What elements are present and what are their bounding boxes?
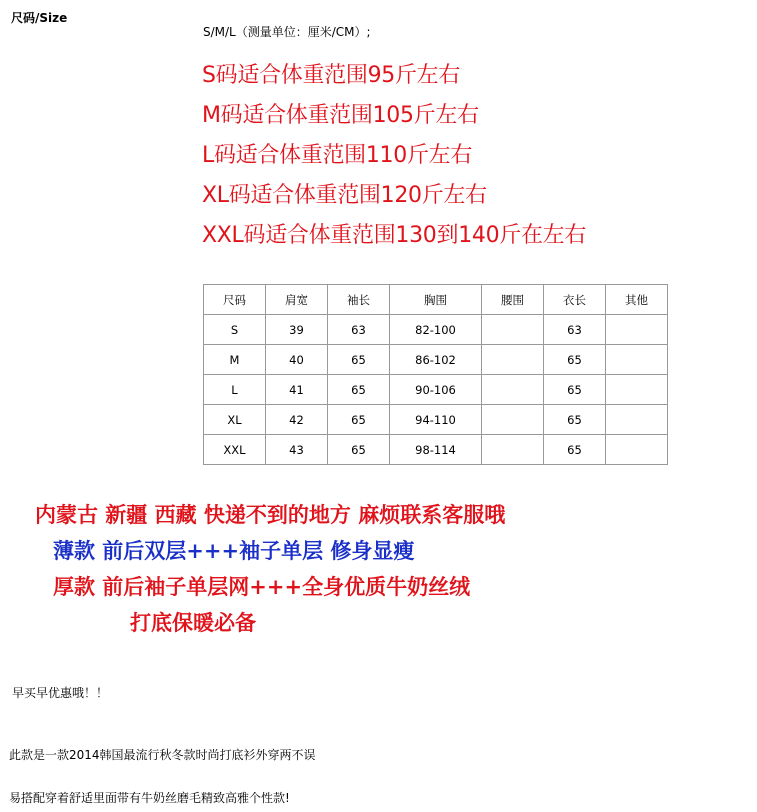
early-bird-note: 早买早优惠哦！！: [12, 686, 109, 700]
shipping-note: 内蒙古 新疆 西藏 快递不到的地方 麻烦联系客服哦: [35, 502, 506, 527]
cell-shoulder: 39: [266, 315, 328, 345]
cell-sleeve: 63: [328, 315, 390, 345]
table-row: [204, 345, 668, 375]
header-size: 尺码: [204, 285, 266, 315]
weight-line-l: L码适合体重范围110斤左右: [202, 143, 473, 168]
header-sleeve: 袖长: [328, 285, 390, 315]
cell-shoulder: 42: [266, 405, 328, 435]
cell-chest: 94-110: [390, 405, 482, 435]
cell-shoulder: 41: [266, 375, 328, 405]
cell-other: [606, 345, 668, 375]
cell-length: 65: [544, 375, 606, 405]
weight-line-s: S码适合体重范围95斤左右: [202, 63, 461, 88]
unit-note: S/M/L（测量单位：厘米/CM）;: [203, 25, 371, 39]
cell-size: S: [204, 315, 266, 345]
weight-line-xl: XL码适合体重范围120斤左右: [202, 183, 487, 208]
cell-length: 65: [544, 435, 606, 465]
cell-length: 63: [544, 315, 606, 345]
table-row: [204, 375, 668, 405]
cell-other: [606, 405, 668, 435]
description-line-1: 此款是一款2014韩国最流行秋冬款时尚打底衫外穿两不误: [9, 748, 316, 762]
cell-waist: [482, 405, 544, 435]
cell-shoulder: 43: [266, 435, 328, 465]
table-row: [204, 435, 668, 465]
cell-size: XXL: [204, 435, 266, 465]
cell-sleeve: 65: [328, 345, 390, 375]
cell-waist: [482, 375, 544, 405]
cell-size: L: [204, 375, 266, 405]
header-shoulder: 肩宽: [266, 285, 328, 315]
cell-waist: [482, 435, 544, 465]
table-row: [204, 315, 668, 345]
cell-other: [606, 315, 668, 345]
cell-chest: 90-106: [390, 375, 482, 405]
cell-chest: 98-114: [390, 435, 482, 465]
cell-waist: [482, 345, 544, 375]
weight-line-xxl: XXL码适合体重范围130到140斤在左右: [202, 223, 587, 248]
table-header-row: [204, 285, 668, 315]
description-line-2: 易搭配穿着舒适里面带有牛奶丝磨毛精致高雅个性款!: [9, 791, 290, 805]
cell-sleeve: 65: [328, 435, 390, 465]
header-waist: 腰围: [482, 285, 544, 315]
cell-length: 65: [544, 345, 606, 375]
base-layer-note: 打底保暖必备: [130, 610, 256, 635]
table-row: [204, 405, 668, 435]
cell-sleeve: 65: [328, 375, 390, 405]
cell-sleeve: 65: [328, 405, 390, 435]
cell-other: [606, 375, 668, 405]
cell-shoulder: 40: [266, 345, 328, 375]
cell-size: XL: [204, 405, 266, 435]
thick-style-note: 厚款 前后袖子单层网+++全身优质牛奶丝绒: [53, 574, 471, 599]
header-chest: 胸围: [390, 285, 482, 315]
cell-chest: 86-102: [390, 345, 482, 375]
cell-other: [606, 435, 668, 465]
size-title: 尺码/Size: [11, 11, 68, 25]
cell-chest: 82-100: [390, 315, 482, 345]
cell-waist: [482, 315, 544, 345]
cell-size: M: [204, 345, 266, 375]
header-other: 其他: [606, 285, 668, 315]
cell-length: 65: [544, 405, 606, 435]
header-length: 衣长: [544, 285, 606, 315]
thin-style-note: 薄款 前后双层+++袖子单层 修身显瘦: [53, 538, 415, 563]
size-table: [203, 284, 668, 465]
weight-line-m: M码适合体重范围105斤左右: [202, 103, 479, 128]
